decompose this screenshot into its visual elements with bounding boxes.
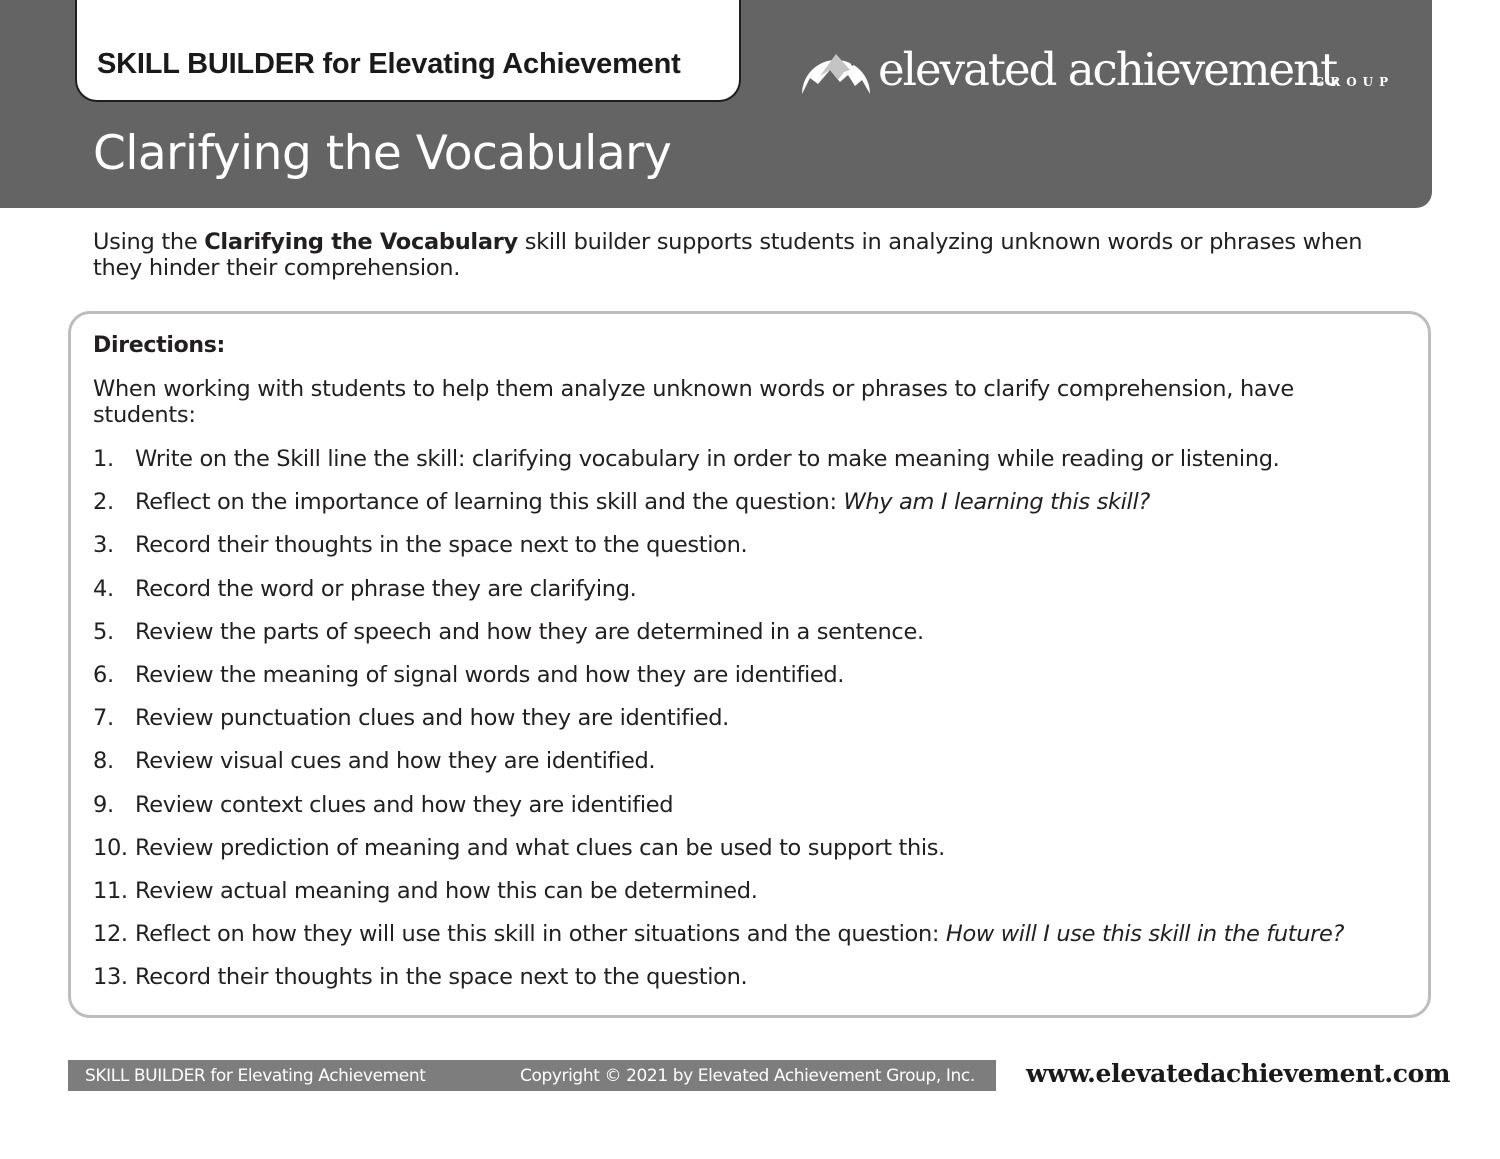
- list-item: [93, 661, 1413, 704]
- mountain-logo-icon: [800, 42, 872, 94]
- step-number: 10.: [93, 834, 128, 861]
- logo-wordmark: elevated achievement: [878, 43, 1337, 96]
- step-number: 3.: [93, 532, 114, 559]
- step-number: 12.: [93, 921, 128, 948]
- footer-title: SKILL BUILDER for Elevating Achievement: [85, 1066, 426, 1086]
- step-number: 9.: [93, 791, 114, 818]
- step-number: 13.: [93, 964, 128, 991]
- step-text-body: Review visual cues and how they are identified.: [135, 748, 656, 775]
- step-text: [135, 747, 655, 775]
- step-text: [135, 575, 636, 603]
- page-title: Clarifying the Vocabulary: [93, 126, 672, 181]
- list-item: [93, 618, 1413, 661]
- list-item: [93, 834, 1413, 877]
- directions-steps: [93, 445, 1413, 1006]
- footer-copyright: Copyright © 2021 by Elevated Achievement Group, Inc.: [520, 1066, 975, 1086]
- step-text: [135, 963, 747, 991]
- company-logo: [800, 40, 1410, 100]
- list-item: [93, 877, 1413, 920]
- intro-suffix: skill builder supports students in analyzing unknown words or phrases when they hinder their comprehension.: [93, 229, 1363, 281]
- step-text: [135, 445, 1279, 473]
- step-text-body: Write on the Skill line the skill: clarifying vocabulary in order to make meaning while reading or listening.: [135, 446, 1280, 472]
- step-text: [135, 877, 758, 905]
- step-text: [135, 834, 945, 862]
- list-item: [93, 488, 1413, 531]
- step-text: [135, 488, 1150, 516]
- logo-group-text: GROUP: [1314, 75, 1395, 89]
- step-number: 6.: [93, 661, 114, 688]
- step-text-body: Reflect on how they will use this skill in other situations and the question:: [135, 921, 946, 948]
- directions-lead: When working with students to help them analyze unknown words or phrases to clarify comprehension, have students:: [93, 376, 1294, 428]
- intro-skill-name: Clarifying the Vocabulary: [204, 229, 518, 255]
- footer-website-link[interactable]: www.elevatedachievement.com: [1026, 1059, 1451, 1088]
- step-text-body: Review the meaning of signal words and how they are identified.: [135, 661, 845, 688]
- step-question: Why am I learning this skill?: [843, 489, 1150, 516]
- intro-prefix: Using the: [93, 229, 205, 255]
- step-number: 8.: [93, 748, 114, 775]
- intro-paragraph: [93, 229, 1383, 281]
- step-number: 4.: [93, 575, 114, 602]
- step-question: How will I use this skill in the future?: [945, 921, 1345, 948]
- list-item: [93, 920, 1413, 963]
- skill-builder-label: SKILL BUILDER for Elevating Achievement: [97, 48, 681, 80]
- step-text: [135, 791, 673, 819]
- step-number: 11.: [93, 877, 128, 904]
- list-item: [93, 747, 1413, 790]
- step-text-body: Reflect on the importance of learning this skill and the question:: [135, 489, 844, 516]
- list-item: [93, 791, 1413, 834]
- step-number: 1.: [93, 446, 114, 472]
- step-number: 7.: [93, 705, 114, 732]
- step-number: 2.: [93, 489, 114, 516]
- directions-heading: Directions:: [93, 333, 226, 358]
- list-item: [93, 531, 1413, 574]
- step-text: [135, 531, 747, 559]
- step-text-body: Review punctuation clues and how they are identified.: [135, 705, 729, 732]
- step-text-body: Review the parts of speech and how they are determined in a sentence.: [135, 618, 924, 645]
- step-text: [135, 618, 924, 646]
- list-item: [93, 575, 1413, 618]
- footer-bar: [68, 1060, 996, 1091]
- step-text-body: Record their thoughts in the space next to the question.: [135, 532, 748, 559]
- list-item: [93, 445, 1413, 488]
- step-number: 5.: [93, 618, 114, 645]
- step-text-body: Review prediction of meaning and what clues can be used to support this.: [135, 834, 945, 861]
- step-text-body: Record their thoughts in the space next to the question.: [135, 964, 748, 991]
- step-text: [135, 661, 844, 689]
- step-text-body: Review context clues and how they are identified: [135, 791, 674, 818]
- step-text: [135, 704, 729, 732]
- list-item: [93, 963, 1413, 1006]
- step-text: [135, 920, 1344, 948]
- step-text-body: Record the word or phrase they are clarifying.: [135, 575, 637, 602]
- list-item: [93, 704, 1413, 747]
- step-text-body: Review actual meaning and how this can be determined.: [135, 877, 758, 904]
- skill-builder-tab: [75, 0, 741, 102]
